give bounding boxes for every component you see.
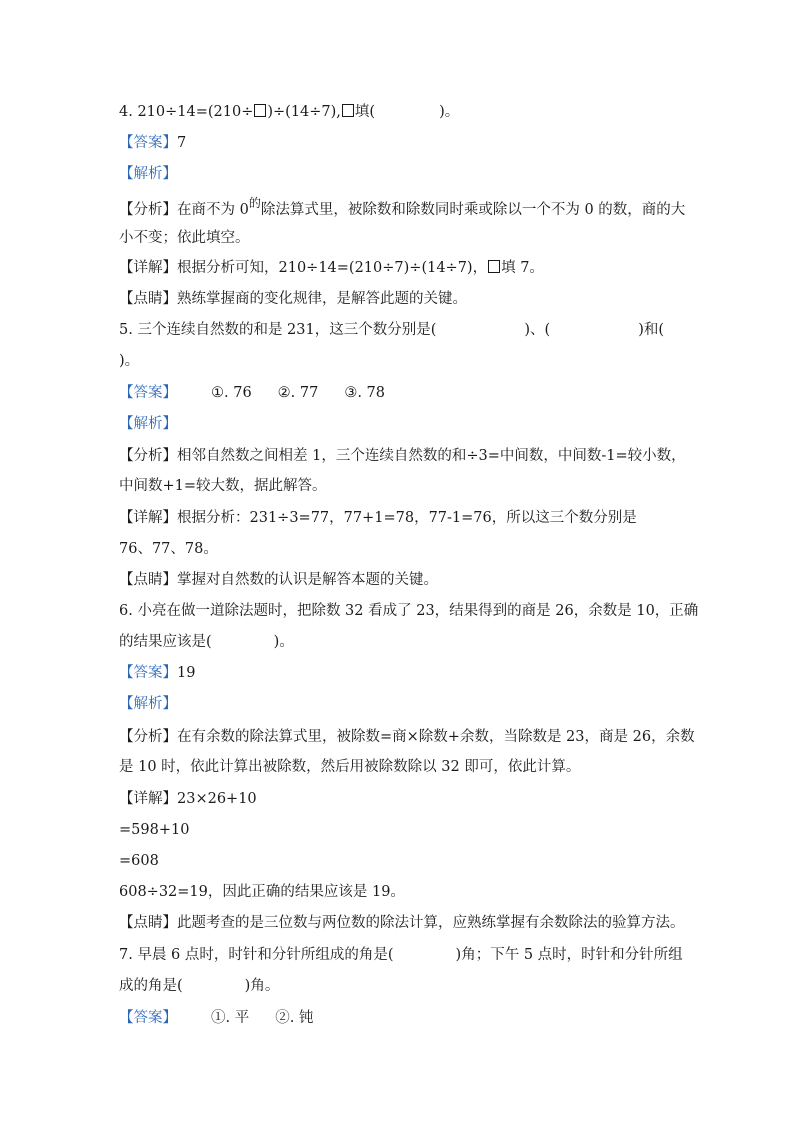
fenxi-label: 【分析】 (119, 448, 177, 464)
xiangjie-label: 【详解】 (119, 791, 177, 807)
q6-analysis-label: 【解析】 (119, 696, 177, 712)
answer-value: ③. 78 (344, 385, 386, 401)
q4-stem-part: 4. 210÷14=(210÷ (119, 104, 254, 120)
q6-stem-line2: 的结果应该是( )。 (119, 634, 294, 650)
q5-stem-line2: )。 (119, 353, 140, 369)
q4-xiangjie: 【详解】根据分析可知，210÷14=(210÷7)÷(14÷7)， 填 7。 (119, 260, 544, 276)
q4-answer (119, 133, 186, 153)
fenxi-label: 【分析】 (119, 729, 177, 745)
answer-label: 【答案】 (119, 135, 177, 151)
q5-stem: 5. 三个连续自然数的和是 231，这三个数分别是( )、( )和( (119, 322, 665, 338)
fenxi-label: 【分析】 (119, 202, 177, 218)
answer-value: 19 (177, 665, 196, 681)
q6-calc-line: =608 (119, 853, 159, 869)
answer-value: 7 (177, 135, 187, 151)
q5-xiangjie: 【详解】根据分析：231÷3=77，77+1=78，77-1=76，所以这三个数分别是 (119, 510, 637, 526)
q6-fenxi: 【分析】在有余数的除法算式里，被除数=商×除数+余数，当除数是 23，商是 26，余数 (119, 729, 695, 745)
q6-fenxi-line2: 是 10 时，依此计算出被除数，然后用被除数除以 32 即可，依此计算。 (119, 759, 581, 775)
q6-xiangjie: 【详解】23×26+10 (119, 791, 257, 807)
q4-fenxi: 【分析】在商不为 $0^的$除法算式里，被除数和除数同时乘或除以一个不为 0 的数，商的大 (119, 196, 686, 218)
q6-calc-line: =598+10 (119, 822, 190, 838)
q5-answer (119, 383, 385, 403)
answer-value: ②. 钝 (275, 1010, 314, 1026)
q6-dianjing: 【点睛】此题考查的是三位数与两位数的除法计算，应熟练掌握有余数除法的验算方法。 (119, 915, 685, 931)
q4-fenxi-line2: 小不变；依此填空。 (119, 230, 250, 246)
dianjing-label: 【点睛】 (119, 572, 177, 588)
q4-stem-part: )。 (439, 104, 460, 120)
q5-fenxi-line2: 中间数+1=较大数，据此解答。 (119, 478, 327, 494)
dianjing-label: 【点睛】 (119, 291, 177, 307)
q7-stem: 7. 早晨 6 点时，时针和分针所组成的角是( )角；下午 5 点时，时针和分针所组 (119, 947, 683, 963)
q5-analysis-label: 【解析】 (119, 416, 177, 432)
q4-stem-part: )÷(14÷7), (267, 104, 341, 120)
q5-xiangjie-line2: 76、77、78。 (119, 541, 218, 557)
q6-calc-line: 608÷32=19，因此正确的结果应该是 19。 (119, 884, 405, 900)
q4-analysis-label: 【解析】 (119, 166, 177, 182)
q5-dianjing: 【点睛】掌握对自然数的认识是解答本题的关键。 (119, 572, 438, 588)
q4-dianjing: 【点睛】熟练掌握商的变化规律，是解答此题的关键。 (119, 291, 467, 307)
q6-answer (119, 663, 195, 683)
answer-value: ①. 平 (211, 1010, 250, 1026)
answer-value: ①. 76 (211, 385, 252, 401)
q5-fenxi: 【分析】相邻自然数之间相差 1，三个连续自然数的和÷3=中间数，中间数-1=较小数， (119, 448, 686, 464)
q7-answer (119, 1008, 313, 1028)
dianjing-label: 【点睛】 (119, 915, 177, 931)
q4-stem (119, 102, 459, 122)
answer-label: 【答案】 (119, 665, 177, 681)
q7-stem-line2: 成的角是( )角。 (119, 978, 280, 994)
blank-box (254, 104, 266, 117)
answer-label: 【答案】 (119, 1010, 177, 1026)
blank-box (488, 260, 500, 273)
xiangjie-label: 【详解】 (119, 510, 177, 526)
q6-stem: 6. 小亮在做一道除法题时，把除数 32 看成了 23，结果得到的商是 26，余数是 10，正确 (119, 603, 699, 619)
blank-box (342, 104, 354, 117)
q4-stem-part: 填( (354, 104, 376, 120)
xiangjie-label: 【详解】 (119, 260, 177, 276)
answer-value: ②. 77 (277, 385, 319, 401)
answer-label: 【答案】 (119, 385, 177, 401)
